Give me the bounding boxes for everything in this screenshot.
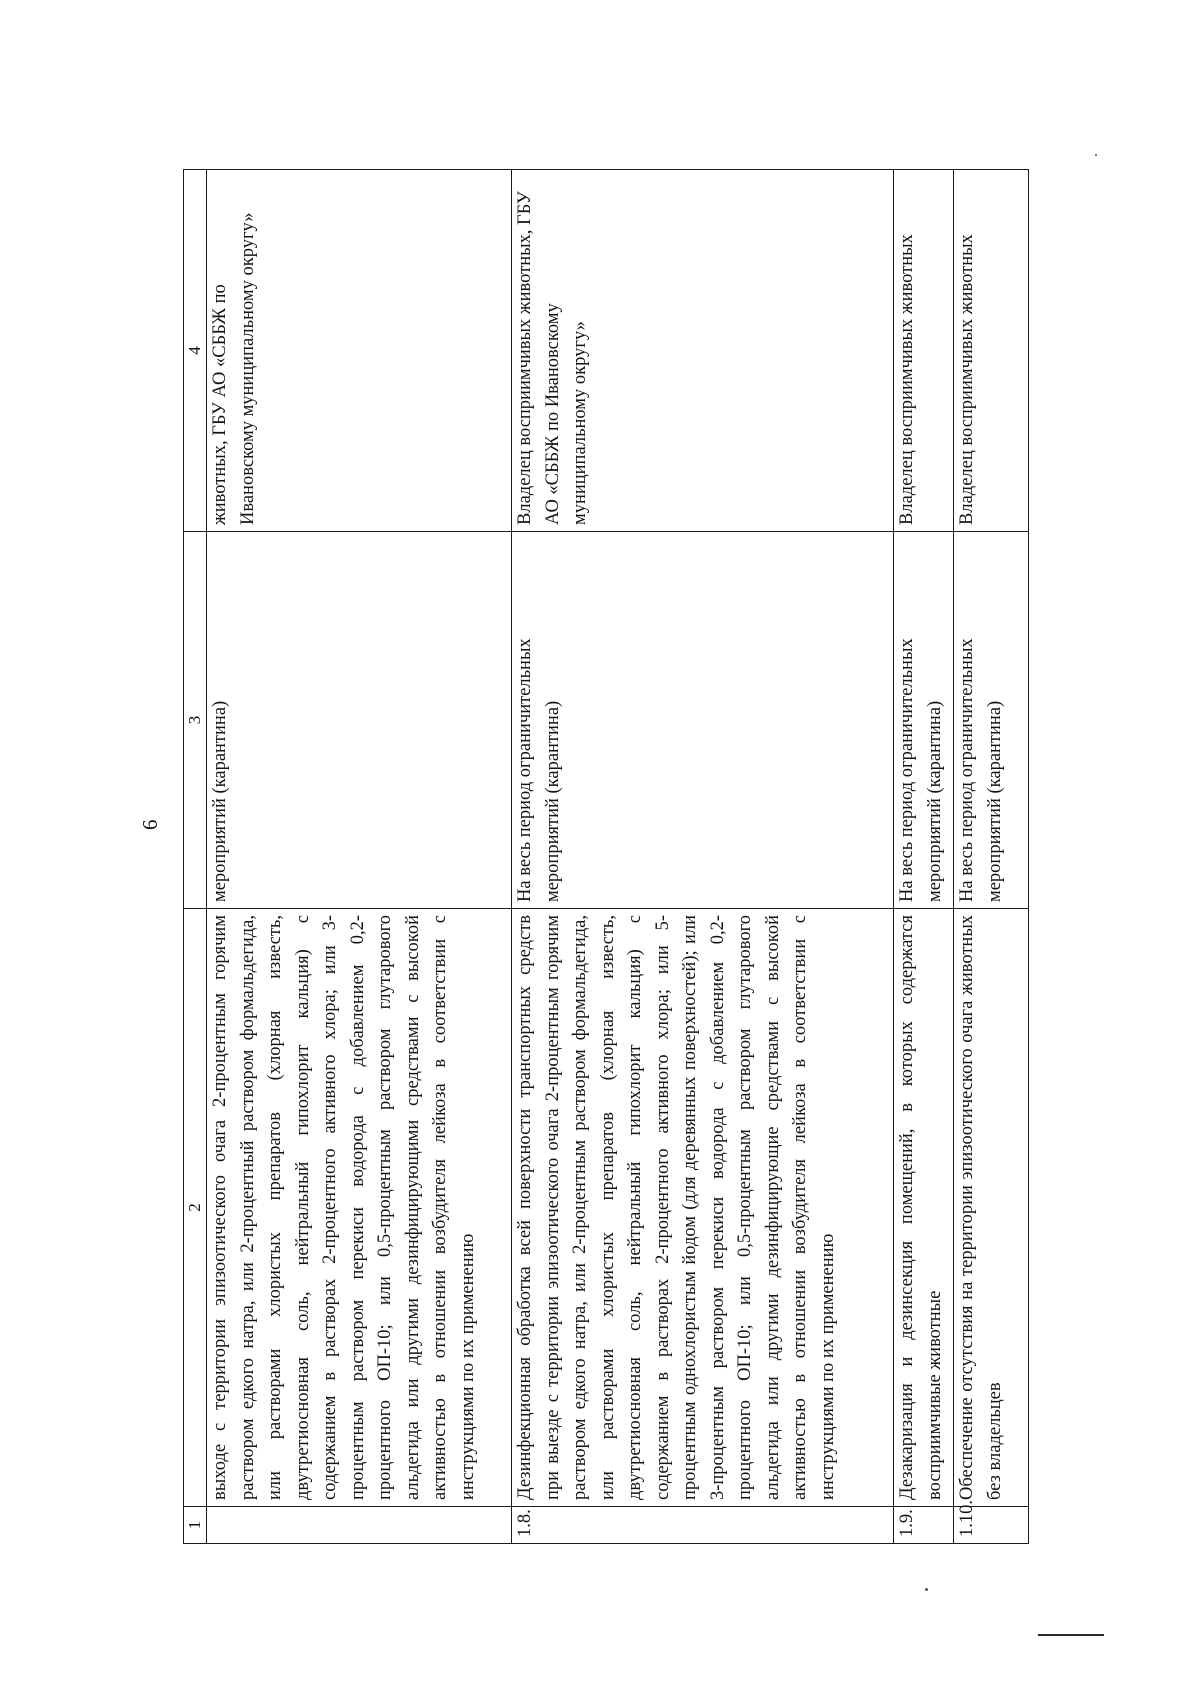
scan-speck (1095, 154, 1097, 156)
row-term: На весь период ограничительных мероприятий (карантина) (512, 532, 894, 909)
row-responsible: животных, ГБУ АО «СББЖ по Ивановскому муниципальному округу» (207, 170, 512, 532)
row-number (207, 1507, 512, 1544)
row-number: 1.10. (954, 1507, 1029, 1544)
row-responsible: Владелец восприимчивых животных (894, 170, 954, 532)
table-row (954, 170, 1029, 1544)
measures-table (183, 169, 1029, 1544)
rotated-table-frame (183, 170, 1027, 1544)
row-term: На весь период ограничительных мероприятий (карантина) (894, 532, 954, 909)
row-responsible: Владелец восприимчивых животных, ГБУ АО «СББЖ по Ивановскому муниципальному округу» (512, 170, 894, 532)
row-task: выходе с территории эпизоотического очага 2-процентным горячим раствором едкого натра, или 2-процентный раствором формальдегида, или растворами хлористых препаратов (хлорная известь, двутретиосновная соль, нейтральный гипохлорит кальция) с содержанием в растворах 2-процентного активного хлора; или 3-процентным раствором перекиси водорода с добавлением 0,2-процентного ОП-10; или 0,5-процентным раствором глутарового альдегида или другими дезинфицирующими средствами с высокой активностью в отношении возбудителя лейкоза в соответствии с инструкциями по их применению (207, 909, 512, 1507)
margin-stub-line (1038, 1634, 1104, 1636)
header-col-2: 2 (184, 909, 207, 1507)
row-number: 1.8. (512, 1507, 894, 1544)
row-responsible: Владелец восприимчивых животных (954, 170, 1029, 532)
table-row (207, 170, 512, 1544)
row-number: 1.9. (894, 1507, 954, 1544)
header-col-4: 4 (184, 170, 207, 532)
page-number: 6 (138, 819, 162, 830)
row-task: Дезакаризация и дезинсекция помещений, в которых содержатся восприимчивые животные (894, 909, 954, 1507)
header-row (184, 170, 207, 1544)
row-term: На весь период ограничительных мероприятий (карантина) (954, 532, 1029, 909)
table-row (512, 170, 894, 1544)
row-term: мероприятий (карантина) (207, 532, 512, 909)
table-row (894, 170, 954, 1544)
row-task: Дезинфекционная обработка всей поверхности транспортных средств при выезде с территории эпизоотического очага 2-процентным горячим раствором едкого натра, или 2-процентным раствором формальдегида, или растворами хлористых препаратов (хлорная известь, двутретиосновная соль, нейтральный гипохлорит кальция) с содержанием в растворах 2-процентного активного хлора; или 5-процентным однохлористым йодом (для деревянных поверхностей); или 3-процентным раствором перекиси водорода с добавлением 0,2-процентного ОП-10; или 0,5-процентным раствором глутарового альдегида или другими дезинфицирующие средствами с высокой активностью в отношении возбудителя лейкоза в соответствии с инструкциями по их применению (512, 909, 894, 1507)
scan-speck (925, 1588, 928, 1591)
header-col-3: 3 (184, 532, 207, 909)
row-task: Обеспечение отсутствия на территории эпизоотического очага животных без владельцев (954, 909, 1029, 1507)
header-col-1: 1 (184, 1507, 207, 1544)
